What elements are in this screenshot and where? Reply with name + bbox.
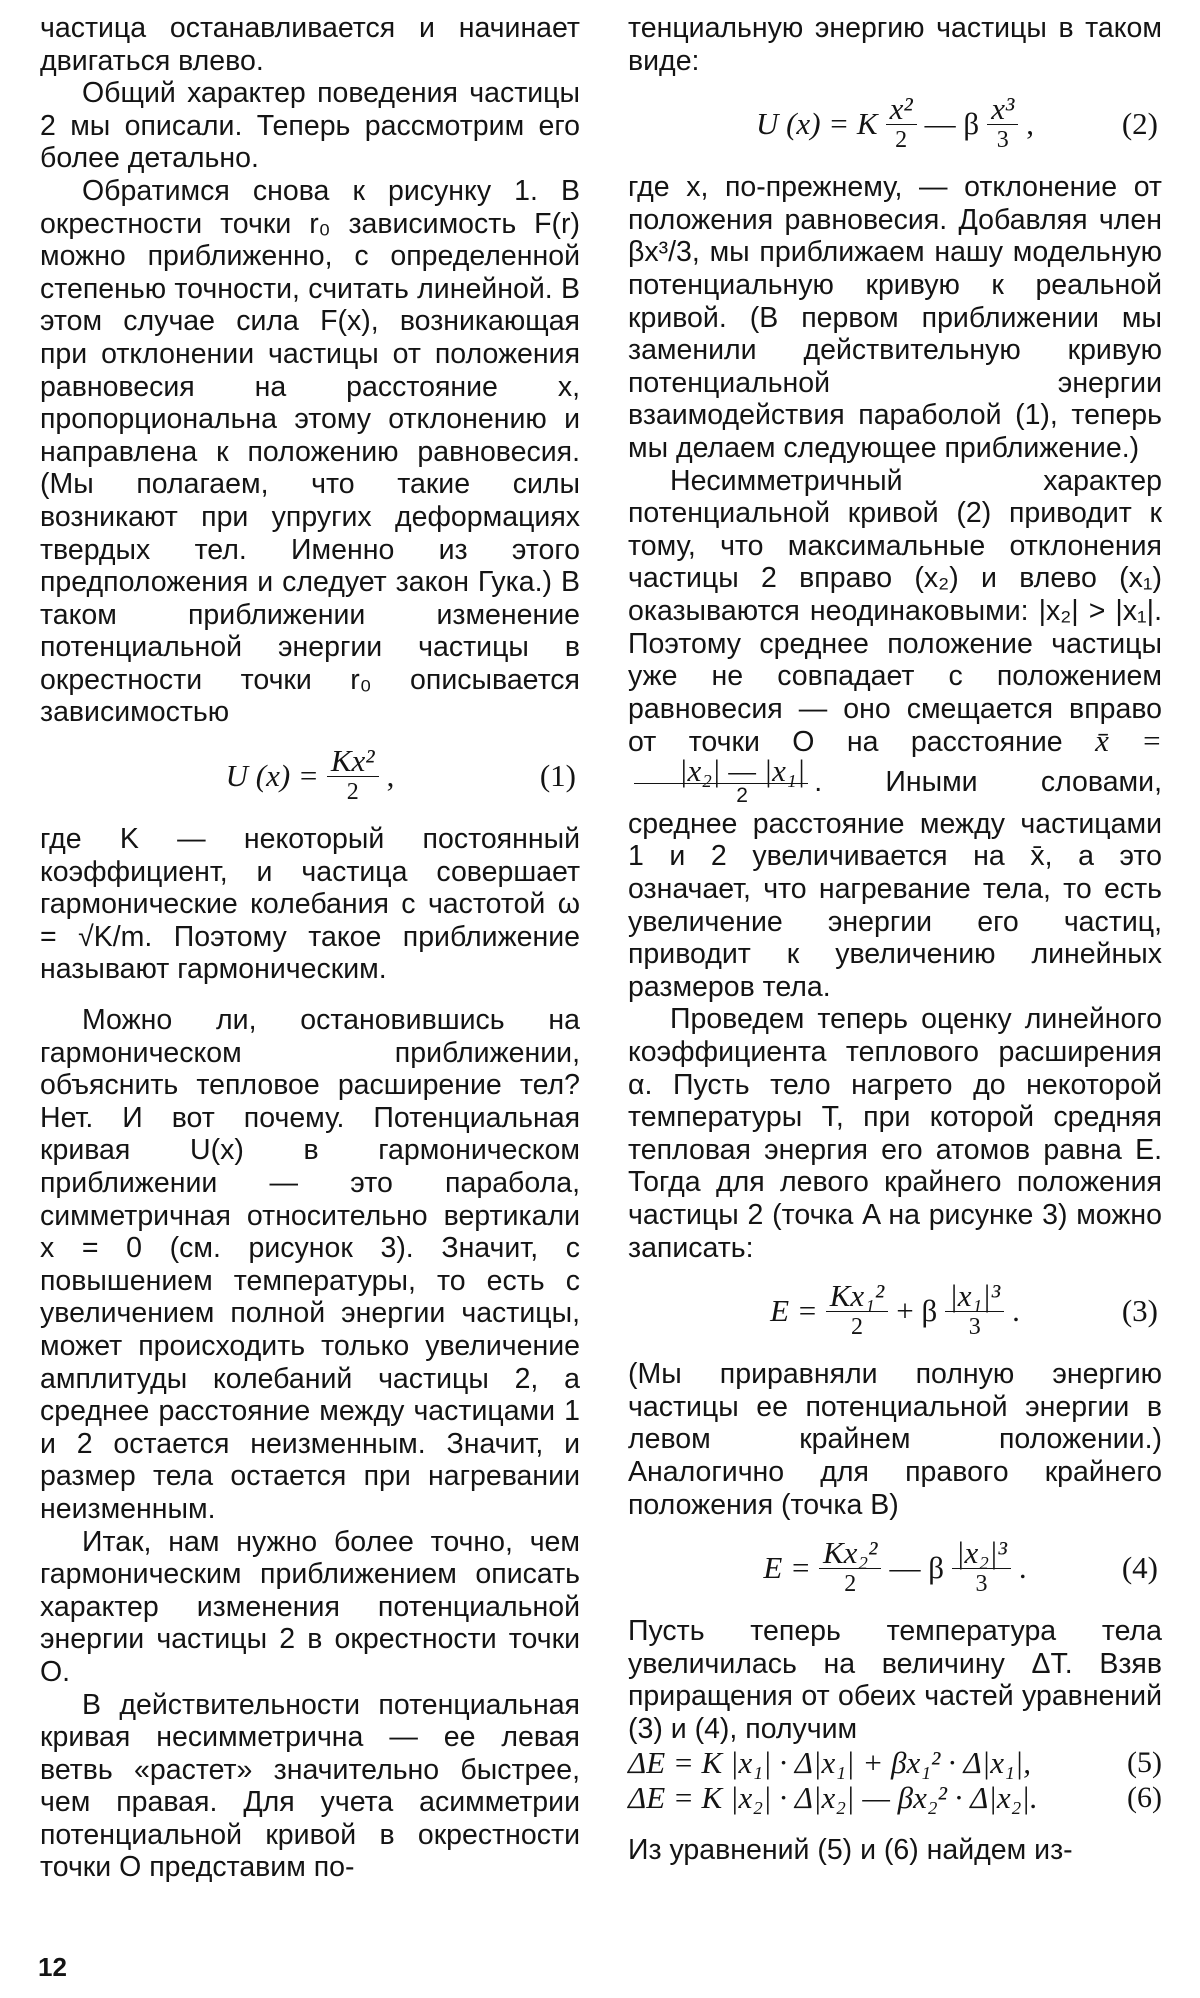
paragraph: Общий характер поведения частицы 2 мы описали. Теперь рассмотрим его более детально. <box>40 77 580 175</box>
equation-2: U (x) = K $\frac{\text{x²}}{2}$ — β $\frac{\text{x³}}{3}$ , (2) <box>755 90 1158 153</box>
left-column <box>40 12 580 1884</box>
page-number: 12 <box>38 1952 67 1982</box>
paragraph: (Мы приравняли полную энергию частицы ее потенциальной энергии в левом крайнем положении.) Аналогично для правого крайнего положения (точка B) <box>628 1358 1162 1521</box>
equation-number: (4) <box>1121 1549 1158 1585</box>
paragraph: Пусть теперь температура тела увеличилась на величину ΔT. Взяв приращения от обеих частей уравнений (3) и (4), получим <box>628 1615 1162 1745</box>
equation-5: ΔE = K |x₁| · Δ|x₁| + βx₁² · Δ|x₁|, (5) <box>628 1744 1162 1780</box>
paragraph: тенциальную энергию частицы в таком виде: <box>628 12 1162 77</box>
paragraph: частица останавливается и начинает двигаться влево. <box>40 12 580 77</box>
equation-6: ΔE = K |x₂| · Δ|x₂| — βx₂² · Δ|x₂|. (6) <box>628 1779 1162 1815</box>
paragraph: Несимметричный характер потенциальной кривой (2) приводит к тому, что максимальные отклонения частицы 2 вправо (x₂) и влево (x₁) оказываются неодинаковыми: |x₂| > |x₁|. Поэтому среднее положение частицы уже не совпадает с положением равновесия — оно смещается вправо от точки O на расстояние x̄ = |x₂| — |x₁| 2 . Иными словами, среднее расстояние между частицами 1 и 2 увеличивается на x̄, а это означает, что нагревание тела, то есть увеличение энергии его частиц, приводит к увеличению линейных размеров тела. <box>628 464 1162 1003</box>
equation-number: (2) <box>1121 105 1158 141</box>
equation-number: (1) <box>539 757 576 793</box>
equation-4: E = $\frac{\text{Kx₂²}}{2}$ — β $\frac{\text{|x₂|³}}{3}$ . (4) <box>763 1534 1158 1597</box>
paragraph: Проведем теперь оценку линейного коэффициента теплового расширения α. Пусть тело нагрето до некоторой температуры T, при которой средняя тепловая энергия его атомов равна E. Тогда для левого крайнего положения частицы 2 (точка A на рисунке 3) можно записать: <box>628 1003 1162 1264</box>
paragraph: В действительности потенциальная кривая несимметрична — ее левая ветвь «растет» значительно быстрее, чем правая. Для учета асимметрии потенциальной кривой в окрестности точки O представим по- <box>40 1688 580 1884</box>
equation-3: E = $\frac{\text{Kx₁²}}{2}$ + β $\frac{\text{|x₁|³}}{3}$ . (3) <box>770 1277 1158 1340</box>
paragraph: Из уравнений (5) и (6) найдем из- <box>628 1833 1073 1866</box>
paragraph: Обратимся снова к рисунку 1. В окрестности точки r₀ зависимость F(r) можно приближенно, с определенной степенью точности, считать линейной. В этом случае сила F(x), возникающая при отклонении частицы от положения равновесия на расстояние x, пропорциональна этому отклонению и направлена к положению равновесия. (Мы полагаем, что такие силы возникают при упругих деформациях твердых тел. Именно из этого предположения и следует закон Гука.) В таком приближении изменение потенциальной энергии частицы в окрестности точки r₀ описывается зависимостью <box>40 174 580 729</box>
paragraph: где K — некоторый постоянный коэффициент, и частица совершает гармонические колебания с частотой ω = √K/m. Поэтому такое приближение называют гармоническим. <box>40 823 580 986</box>
equation-1: U (x) = $\frac{\text{Kx²}}{2}$ , (1) <box>225 742 576 805</box>
equation-number: (3) <box>1121 1292 1158 1328</box>
right-column <box>628 12 1162 1866</box>
paragraph: где x, по-прежнему, — отклонение от положения равновесия. Добавляя член βx³/3, мы приближаем нашу модельную потенциальную кривую к реальной кривой. (В первом приближении мы заменили действительную кривую потенциальной энергии взаимодействия параболой (1), теперь мы делаем следующее приближение.) <box>628 171 1162 464</box>
paragraph: Можно ли, остановившись на гармоническом приближении, объяснить тепловое расширение тел? Нет. И вот почему. Потенциальная кривая U(x) в гармоническом приближении — это парабола, симметричная относительно вертикали x = 0 (см. рисунок 3). Значит, с повышением температуры, то есть с увеличением полной энергии частицы, может происходить только увеличение амплитуды колебаний частицы 2, а среднее расстояние между частицами 1 и 2 остается неизменным. Значит, и размер тела остается при нагревании неизменным. <box>40 1004 580 1525</box>
paragraph: Итак, нам нужно более точно, чем гармоническим приближением описать характер изменения потенциальной энергии частицы 2 в окрестности точки O. <box>40 1525 580 1688</box>
